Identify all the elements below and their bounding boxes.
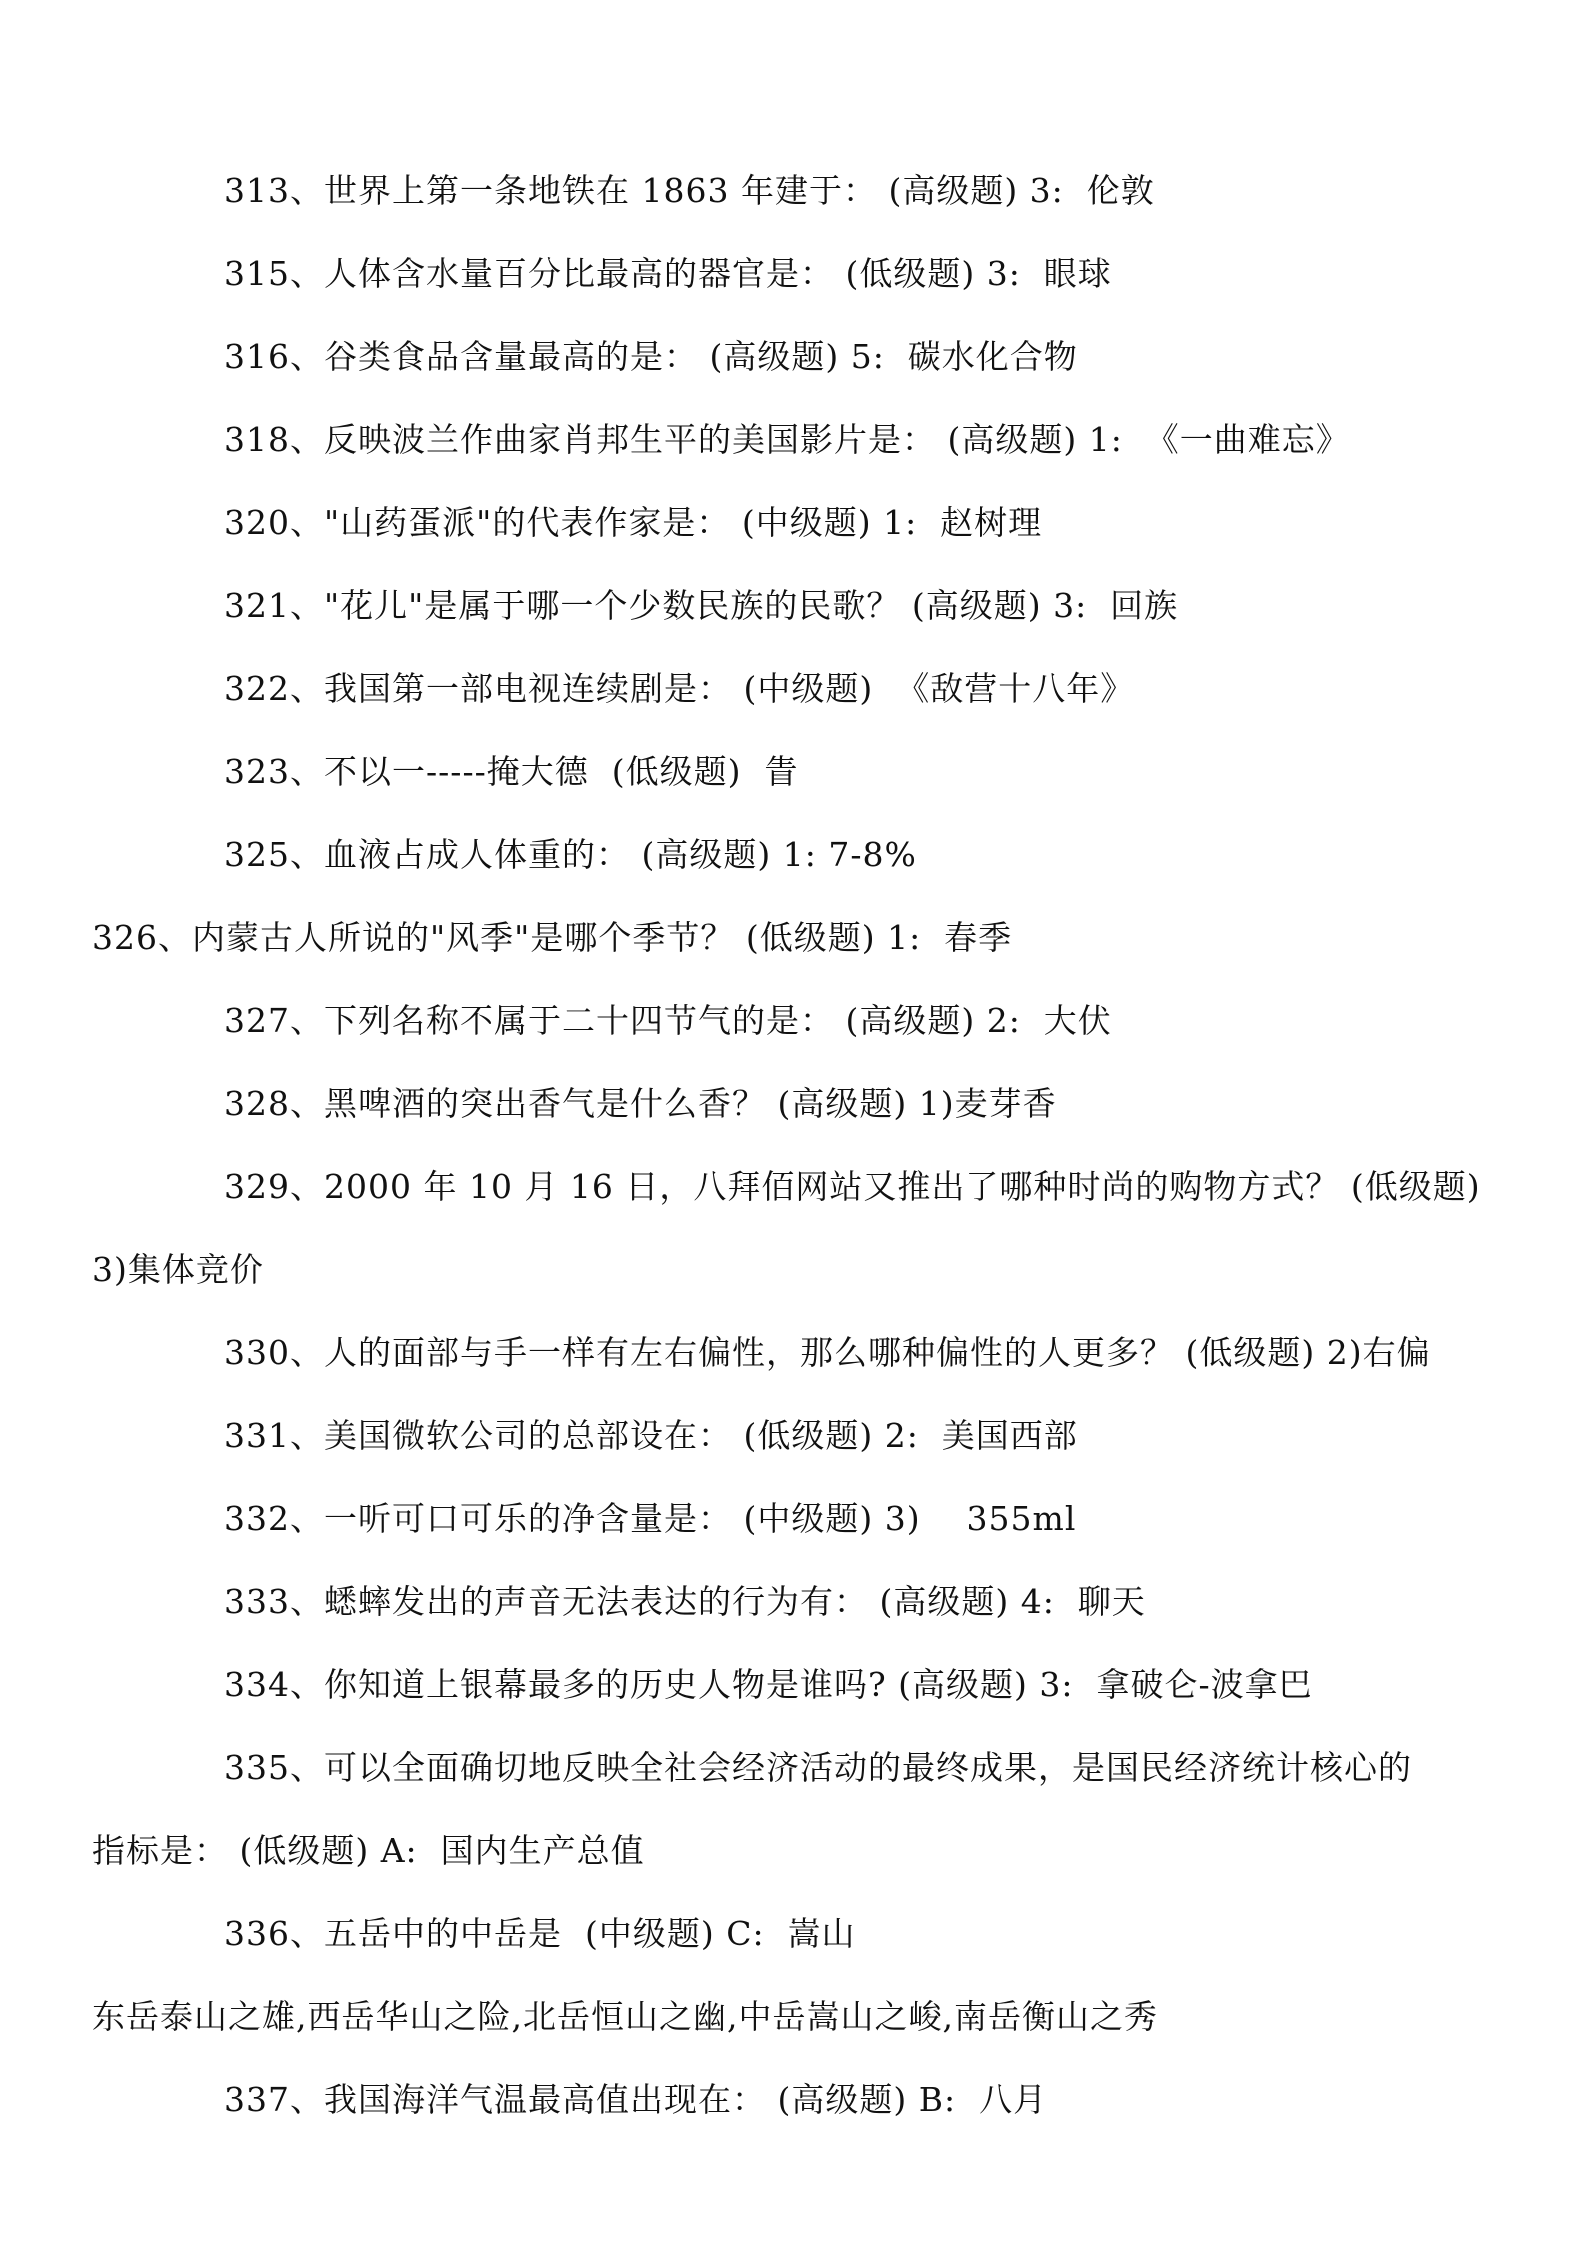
question-336: 336、五岳中的中岳是 (中级题) C: 嵩山 [224, 1914, 856, 1953]
question-333: 333、蟋蟀发出的声音无法表达的行为有： (高级题) 4: 聊天 [224, 1582, 1146, 1621]
question-313: 313、世界上第一条地铁在 1863 年建于： (高级题) 3: 伦敦 [224, 171, 1155, 210]
question-321: 321、"花儿"是属于哪一个少数民族的民歌？ (高级题) 3: 回族 [224, 586, 1179, 625]
question-330: 330、人的面部与手一样有左右偏性，那么哪种偏性的人更多？ (低级题) 2)右偏 [224, 1333, 1431, 1372]
question-337: 337、我国海洋气温最高值出现在： (高级题) B: 八月 [224, 2080, 1048, 2119]
question-318: 318、反映波兰作曲家肖邦生平的美国影片是： (高级题) 1: 《一曲难忘》 [224, 420, 1350, 459]
question-329: 329、2000 年 10 月 16 日，八拜佰网站又推出了哪种时尚的购物方式？ (低级题) [224, 1167, 1481, 1206]
question-334: 334、你知道上银幕最多的历史人物是谁吗? (高级题) 3: 拿破仑-波拿巴 [224, 1665, 1313, 1704]
question-320: 320、"山药蛋派"的代表作家是： (中级题) 1: 赵树理 [224, 503, 1043, 542]
question-332: 332、一听可口可乐的净含量是： (中级题) 3) 355ml [224, 1499, 1077, 1538]
question-327: 327、下列名称不属于二十四节气的是： (高级题) 2: 大伏 [224, 1001, 1112, 1040]
question-322: 322、我国第一部电视连续剧是： (中级题) 《敌营十八年》 [224, 669, 1135, 708]
question-331: 331、美国微软公司的总部设在： (低级题) 2: 美国西部 [224, 1416, 1078, 1455]
question-325: 325、血液占成人体重的： (高级题) 1: 7-8% [224, 835, 917, 874]
note-336: 东岳泰山之雄,西岳华山之险,北岳恒山之幽,中岳嵩山之峻,南岳衡山之秀 [92, 1997, 1158, 2036]
question-328: 328、黑啤酒的突出香气是什么香？ (高级题) 1)麦芽香 [224, 1084, 1057, 1123]
question-326: 326、内蒙古人所说的"风季"是哪个季节？ (低级题) 1: 春季 [92, 918, 1013, 957]
question-316: 316、谷类食品含量最高的是： (高级题) 5: 碳水化合物 [224, 337, 1078, 376]
question-335: 335、可以全面确切地反映全社会经济活动的最终成果，是国民经济统计核心的 [224, 1748, 1412, 1787]
answer-329: 3)集体竞价 [92, 1250, 264, 1289]
question-323: 323、不以一-----掩大德 (低级题) 眚 [224, 752, 799, 791]
answer-335: 指标是： (低级题) A: 国内生产总值 [92, 1831, 645, 1870]
question-315: 315、人体含水量百分比最高的器官是： (低级题) 3: 眼球 [224, 254, 1112, 293]
